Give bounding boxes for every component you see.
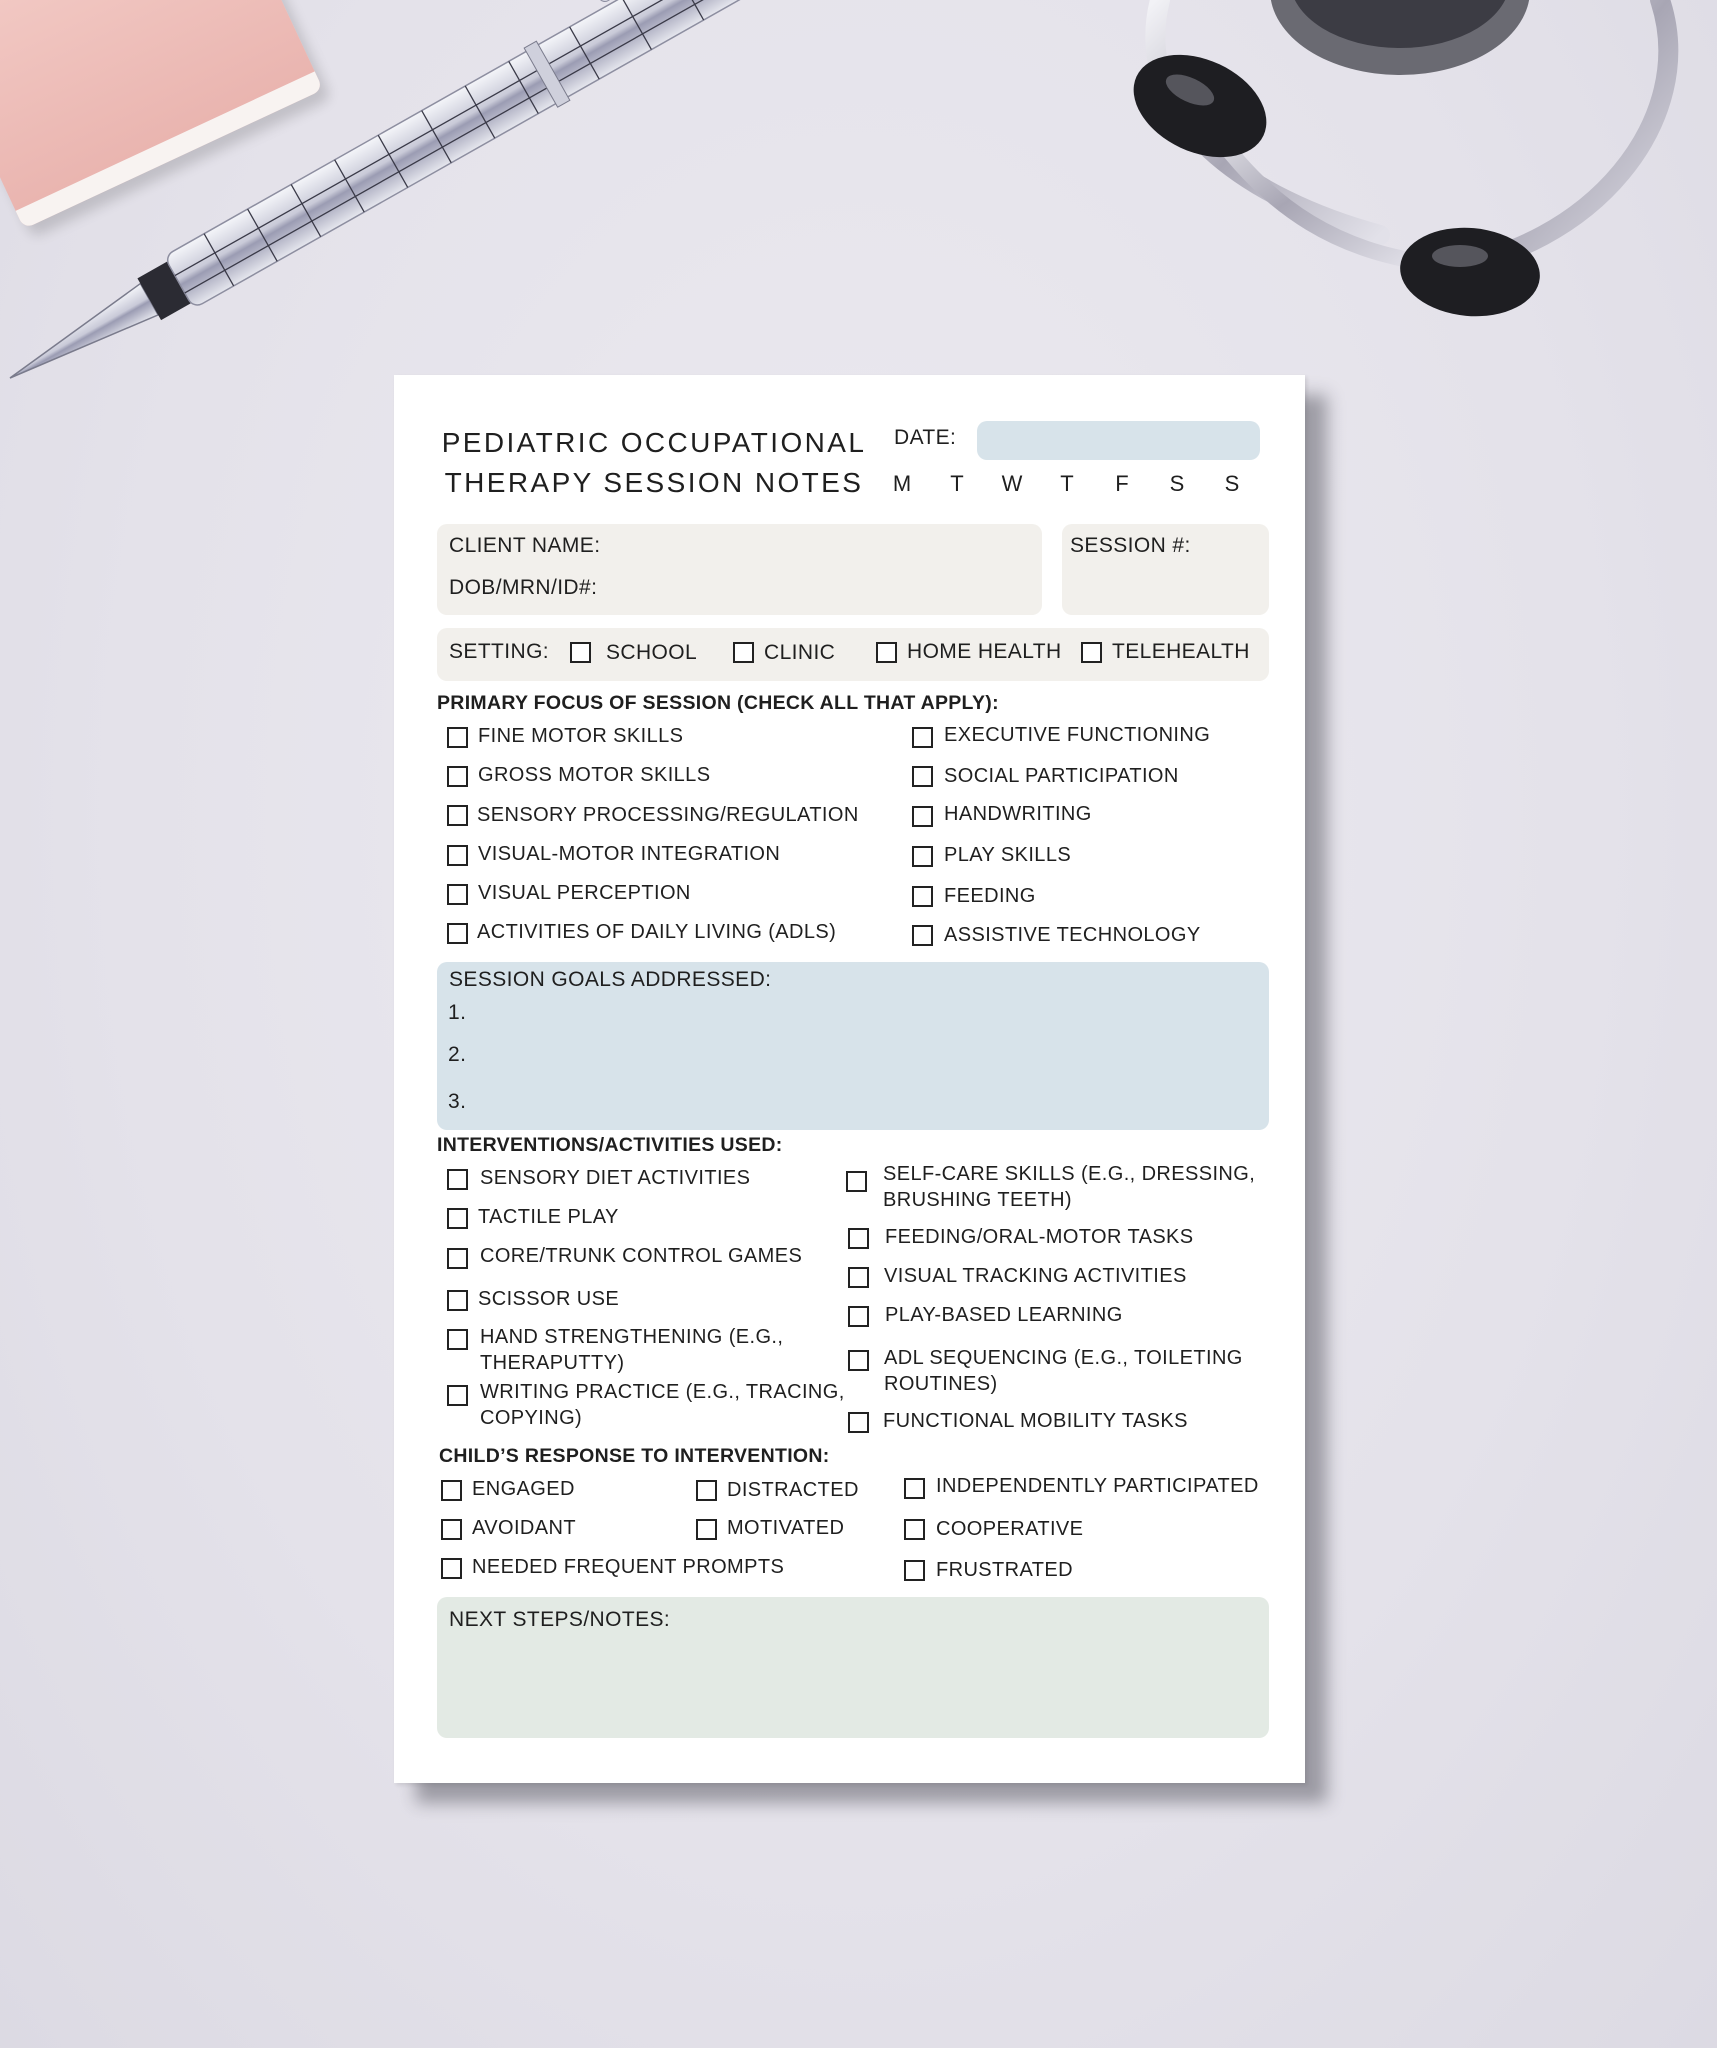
day-friday[interactable]: F [1115,471,1129,496]
focus-option: FINE MOTOR SKILLS [478,725,684,747]
focus-checkbox[interactable] [447,845,468,866]
session-number-label: SESSION #: [1070,534,1191,557]
stethoscope-image [0,0,1717,340]
goal-item: 3. [448,1090,467,1113]
response-option: ENGAGED [472,1478,575,1500]
primary-focus-heading: PRIMARY FOCUS OF SESSION (CHECK ALL THAT APPLY): [437,692,999,714]
response-checkbox[interactable] [696,1519,717,1540]
goal-item: 2. [448,1043,467,1066]
focus-checkbox[interactable] [447,805,468,826]
response-checkbox[interactable] [696,1480,717,1501]
interventions-heading: INTERVENTIONS/ACTIVITIES USED: [437,1134,783,1156]
title-line-1: PEDIATRIC OCCUPATIONAL [441,427,867,458]
intervention-option: SELF-CARE SKILLS (E.G., DRESSING, BRUSHING TEETH) [883,1163,1256,1211]
form-title [434,423,874,503]
setting-clinic-checkbox[interactable] [733,642,754,663]
focus-option: HANDWRITING [944,803,1092,825]
dob-label: DOB/MRN/ID#: [449,576,598,599]
setting-label: SETTING: [449,640,550,663]
intervention-checkbox[interactable] [848,1350,869,1371]
focus-option: VISUAL PERCEPTION [478,882,691,904]
goal-item: 1. [448,1001,467,1024]
setting-home-health-checkbox[interactable] [876,642,897,663]
focus-option: SENSORY PROCESSING/REGULATION [477,804,859,826]
response-option: DISTRACTED [727,1479,859,1501]
intervention-option: HAND STRENGTHENING (E.G., THERAPUTTY) [480,1326,784,1374]
intervention-checkbox[interactable] [447,1208,468,1229]
focus-checkbox[interactable] [912,766,933,787]
intervention-option: WRITING PRACTICE (E.G., TRACING, COPYING) [480,1381,845,1429]
response-checkbox[interactable] [441,1519,462,1540]
focus-checkbox[interactable] [912,925,933,946]
intervention-option: FUNCTIONAL MOBILITY TASKS [883,1410,1188,1432]
setting-school-checkbox[interactable] [570,642,591,663]
intervention-checkbox[interactable] [447,1169,468,1190]
day-tuesday[interactable]: T [950,471,964,496]
response-option: AVOIDANT [472,1517,576,1539]
session-goals-heading: SESSION GOALS ADDRESSED: [449,968,772,991]
intervention-checkbox[interactable] [447,1385,468,1406]
response-checkbox[interactable] [904,1560,925,1581]
intervention-checkbox[interactable] [848,1267,869,1288]
focus-checkbox[interactable] [912,846,933,867]
intervention-checkbox[interactable] [447,1248,468,1269]
setting-telehealth-label: TELEHEALTH [1112,640,1250,663]
focus-option: PLAY SKILLS [944,844,1072,866]
client-name-label: CLIENT NAME: [449,534,601,557]
session-notes-sheet [394,375,1305,1783]
intervention-checkbox[interactable] [447,1290,468,1311]
date-label: DATE: [894,426,957,449]
focus-option: VISUAL-MOTOR INTEGRATION [478,843,781,865]
intervention-checkbox[interactable] [846,1171,867,1192]
intervention-checkbox[interactable] [848,1412,869,1433]
response-heading: CHILD’S RESPONSE TO INTERVENTION: [439,1445,830,1467]
focus-option: GROSS MOTOR SKILLS [478,764,711,786]
focus-option: EXECUTIVE FUNCTIONING [944,724,1211,746]
intervention-option: TACTILE PLAY [478,1206,619,1228]
focus-checkbox[interactable] [447,727,468,748]
response-option: FRUSTRATED [936,1559,1073,1581]
date-field[interactable] [977,421,1260,460]
response-option: INDEPENDENTLY PARTICIPATED [936,1475,1259,1497]
intervention-option: SCISSOR USE [478,1288,620,1310]
focus-checkbox[interactable] [447,884,468,905]
intervention-option: FEEDING/ORAL-MOTOR TASKS [885,1226,1194,1248]
intervention-checkbox[interactable] [447,1329,468,1350]
intervention-option: VISUAL TRACKING ACTIVITIES [884,1265,1187,1287]
title-line-2: THERAPY SESSION NOTES [444,467,864,498]
response-option: NEEDED FREQUENT PROMPTS [472,1556,785,1578]
day-sunday[interactable]: S [1224,471,1240,496]
response-checkbox[interactable] [904,1519,925,1540]
focus-option: SOCIAL PARTICIPATION [944,765,1179,787]
focus-checkbox[interactable] [912,886,933,907]
day-thursday[interactable]: T [1060,471,1074,496]
response-checkbox[interactable] [441,1480,462,1501]
day-saturday[interactable]: S [1169,471,1185,496]
focus-option: ASSISTIVE TECHNOLOGY [944,924,1201,946]
intervention-checkbox[interactable] [848,1306,869,1327]
response-checkbox[interactable] [441,1558,462,1579]
response-option: MOTIVATED [727,1517,845,1539]
focus-checkbox[interactable] [912,727,933,748]
intervention-option: SENSORY DIET ACTIVITIES [480,1167,751,1189]
focus-option: FEEDING [944,885,1036,907]
day-monday[interactable]: M [892,471,912,496]
response-option: COOPERATIVE [936,1518,1084,1540]
intervention-option: PLAY-BASED LEARNING [885,1304,1123,1326]
intervention-option: CORE/TRUNK CONTROL GAMES [480,1245,803,1267]
intervention-option: ADL SEQUENCING (E.G., TOILETING ROUTINES) [884,1347,1243,1395]
focus-checkbox[interactable] [447,766,468,787]
next-steps-notes-label: NEXT STEPS/NOTES: [449,1608,671,1631]
setting-school-label: SCHOOL [606,641,698,664]
focus-checkbox[interactable] [447,923,468,944]
focus-option: ACTIVITIES OF DAILY LIVING (ADLS) [477,921,837,943]
response-checkbox[interactable] [904,1478,925,1499]
focus-checkbox[interactable] [912,806,933,827]
setting-clinic-label: CLINIC [764,641,836,664]
setting-home-health-label: HOME HEALTH [907,640,1062,663]
day-wednesday[interactable]: W [1001,471,1023,496]
intervention-checkbox[interactable] [848,1228,869,1249]
setting-telehealth-checkbox[interactable] [1081,642,1102,663]
